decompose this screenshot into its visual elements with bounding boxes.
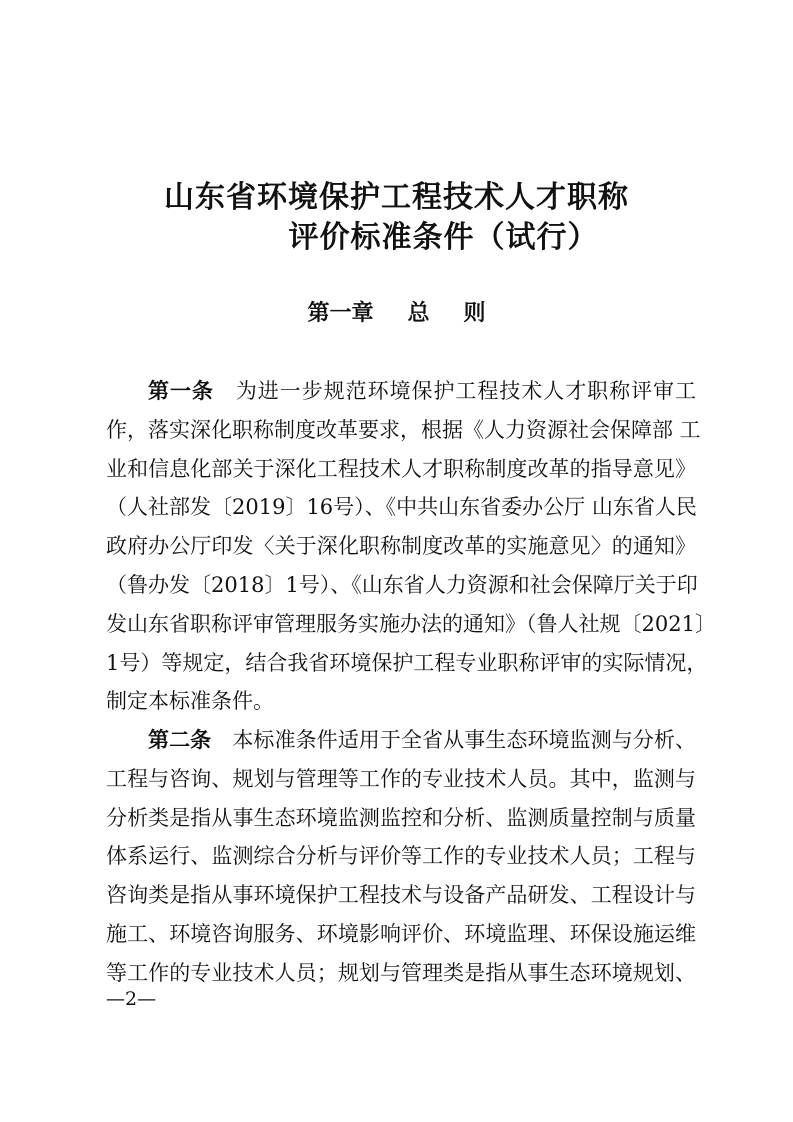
chapter-number: 第一章 [307,300,374,326]
article-1-line: （鲁办发〔2018〕1号）、《山东省人力资源和社会保障厅关于印 [106,572,698,597]
article-1-label: 第一条 [148,379,214,403]
article-1-line: 发山东省职称评审管理服务实施办法的通知》（鲁人社规〔2021〕 [106,611,716,636]
article-1-line: 制定本标准条件。 [106,689,274,714]
article-1-line: 政府办公厅印发〈关于深化职称制度改革的实施意见〉的通知》 [106,534,696,559]
chapter-word-1: 总 [407,300,430,326]
article-2-line: 等工作的专业技术人员；规划与管理类是指从事生态环境规划、 [106,960,696,985]
article-2-line: 施工、环境咨询服务、环境影响评价、环境监理、环保设施运维 [106,921,696,946]
article-2 [106,721,696,993]
article-1-line: 第一条 为进一步规范环境保护工程技术人才职称评审工 [148,379,696,403]
article-1-line: 1号）等规定，结合我省环境保护工程专业职称评审的实际情况， [106,650,708,675]
document-title-line-2: 评价标准条件（试行） [288,220,599,255]
article-2-label: 第二条 [148,728,212,752]
chapter-word-2: 则 [463,300,486,326]
article-1-line: 业和信息化部关于深化工程技术人才职称制度改革的指导意见》 [106,456,696,481]
page-number: —2— [106,988,157,1010]
article-2-line: 第二条 本标准条件适用于全省从事生态环境监测与分析、 [148,728,697,752]
chapter-heading [0,296,793,327]
article-2-line: 咨询类是指从事环境保护工程技术与设备产品研发、工程设计与 [106,883,696,908]
article-2-line: 工程与咨询、规划与管理等工作的专业技术人员。其中，监测与 [106,766,696,791]
document-title-line-1: 山东省环境保护工程技术人才职称 [164,180,629,215]
article-2-line: 体系运行、监测综合分析与评价等工作的专业技术人员；工程与 [106,844,696,869]
article-1-line: 作，落实深化职称制度改革要求，根据《人力资源社会保障部 工 [106,417,701,442]
article-1-line: （人社部发〔2019〕16号）、《中共山东省委办公厅 山东省人民 [106,495,697,520]
article-2-line: 分析类是指从事生态环境监测监控和分析、监测质量控制与质量 [106,805,696,830]
article-1 [106,372,716,721]
